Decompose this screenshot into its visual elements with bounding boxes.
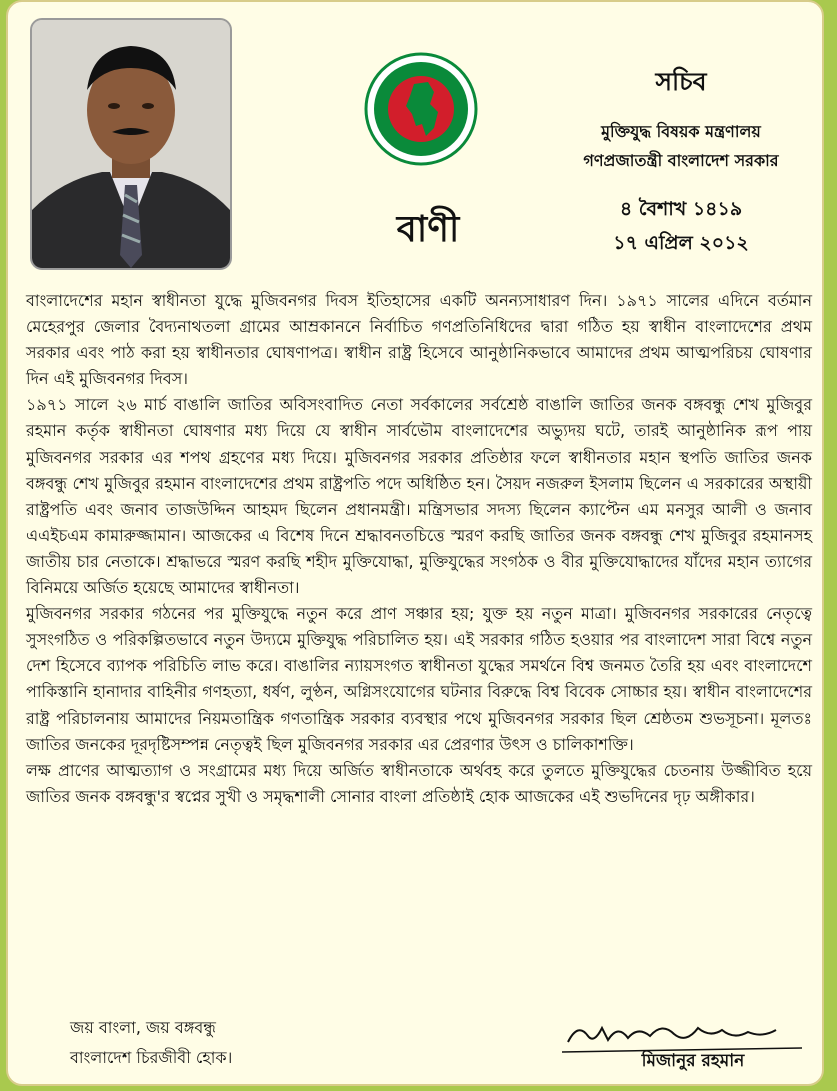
paragraph: বাংলাদেশের মহান স্বাধীনতা যুদ্ধে মুজিবনগর দিবস ইতিহাসের একটি অনন্যসাধারণ দিন। ১৯৭১ সালের এদিনে বর্তমান মেহেরপুর জেলার বৈদ্যনাথতলা গ্রামের আম্রকাননে নির্বাচিত গণপ্রতিনিধিদের দ্বারা গঠিত হয় স্বাধীন বাংলাদেশের প্রথম সরকার এবং পাঠ করা হয় স্বাধীনতার ঘোষণাপত্র। স্বাধীন রাষ্ট্র হিসেবে আনুষ্ঠানিকভাবে আমাদের প্রথম আত্মপরিচয় ঘোষণার দিন এই মুজিবনগর দিবস। [26,291,812,389]
closing-slogans [70,1013,232,1073]
message-card [6,0,824,1086]
sender-header [556,62,806,261]
paragraph: মুজিবনগর সরকার গঠনের পর মুক্তিযুদ্ধে নতুন করে প্রাণ সঞ্চার হয়; যুক্ত হয় নতুন মাত্রা। মুজিবনগর সরকারের নেতৃত্বে সুসংগঠিত ও পরিকল্পিতভাবে নতুন উদ্যমে মুক্তিযুদ্ধ পরিচালিত হয়। এই সরকার গঠিত হওয়ার পর বাংলাদেশ সারা বিশ্বে নতুন দেশ হিসেবে ব্যাপক পরিচিতি লাভ করে। বাঙালির ন্যায়সংগত স্বাধীনতা যুদ্ধের সমর্থনে বিশ্ব জনমত তৈরি হয় এবং বাংলাদেশে পাকিস্তানি হানাদার বাহিনীর গণহত্যা, ধর্ষণ, লুণ্ঠন, অগ্নিসংযোগের ঘটনার বিরুদ্ধে বিশ্ব বিবেক সোচ্চার হয়। স্বাধীন বাংলাদেশের রাষ্ট্র পরিচালনায় আমাদের নিয়মতান্ত্রিক গণতান্ত্রিক সরকার ব্যবস্থার পথে মুজিবনগর সরকার ছিল শ্রেষ্ঠতম শুভসূচনা। মূলতঃ জাতির জনকের দূরদৃষ্টিসম্পন্ন নেতৃত্বই ছিল মুজিবনগর সরকার এর প্রেরণার উৎস ও চালিকাশক্তি। [26,604,812,754]
date-bangla: ৪ বৈশাখ ১৪১৯ [619,198,743,220]
ministry-name: মুক্তিযুদ্ধ বিষয়ক মন্ত্রণালয় [601,122,761,141]
government-seal-logo [364,52,478,166]
designation: সচিব [655,67,707,96]
closing-line: জয় বাংলা, জয় বঙ্গবন্ধু [70,1018,216,1037]
signatory-name: মিজানুর রহমান [641,1051,745,1071]
government-name: গণপ্রজাতন্ত্রী বাংলাদেশ সরকার [583,151,779,170]
message-heading: বাণী [396,209,460,250]
closing-line: বাংলাদেশ চিরজীবী হোক। [70,1048,233,1067]
paragraph: ১৯৭১ সালে ২৬ মার্চ বাঙালি জাতির অবিসংবাদিত নেতা সর্বকালের সর্বশ্রেষ্ঠ বাঙালি জাতির জনক বঙ্গবন্ধু শেখ মুজিবুর রহমান কর্তৃক স্বাধীনতা ঘোষণার মধ্য দিয়ে যে স্বাধীন সার্বভৌম বাংলাদেশের অভ্যুদয় ঘটে, তারই আনুষ্ঠানিক রূপ পায় মুজিবনগর সরকার এর শপথ গ্রহণের মধ্য দিয়ে। মুজিবনগর সরকার প্রতিষ্ঠার ফলে স্বাধীনতার মহান স্থপতি জাতির জনক বঙ্গবন্ধু শেখ মুজিবুর রহমান বাংলাদেশের প্রথম রাষ্ট্রপতি পদে অধিষ্ঠিত হন। সৈয়দ নজরুল ইসলাম ছিলেন এ সরকারের অস্থায়ী রাষ্ট্রপতি এবং জনাব তাজউদ্দিন আহমদ ছিলেন প্রধানমন্ত্রী। মন্ত্রিসভার সদস্য ছিলেন ক্যাপ্টেন এম মনসুর আলী ও জনাব এএইচএম কামারুজ্জামান। আজকের এ বিশেষ দিনে শ্রদ্ধাবনতচিত্তে স্মরণ করছি জাতির জনক বঙ্গবন্ধু শেখ মুজিবুর রহমানসহ জাতীয় চার নেতাকে। শ্রদ্ধাভরে স্মরণ করছি শহীদ মুক্তিযোদ্ধা, মুক্তিযুদ্ধের সংগঠক ও বীর মুক্তিযোদ্ধাদের যাঁদের মহান ত্যাগের বিনিময়ে অর্জিত হয়েছে আমাদের স্বাধীনতা। [26,395,812,598]
message-body [26,288,812,810]
portrait-photo [30,18,232,270]
paragraph: লক্ষ প্রাণের আত্মত্যাগ ও সংগ্রামের মধ্য দিয়ে অর্জিত স্বাধীনতাকে অর্থবহ করে তুলতে মুক্তিযুদ্ধের চেতনায় উজ্জীবিত হয়ে জাতির জনক বঙ্গবন্ধু'র স্বপ্নের সুখী ও সমৃদ্ধশালী সোনার বাংলা প্রতিষ্ঠাই হোক আজকের এই শুভদিনের দৃঢ় অঙ্গীকার। [26,760,812,806]
date-english: ১৭ এপ্রিল ২০১২ [613,232,749,254]
